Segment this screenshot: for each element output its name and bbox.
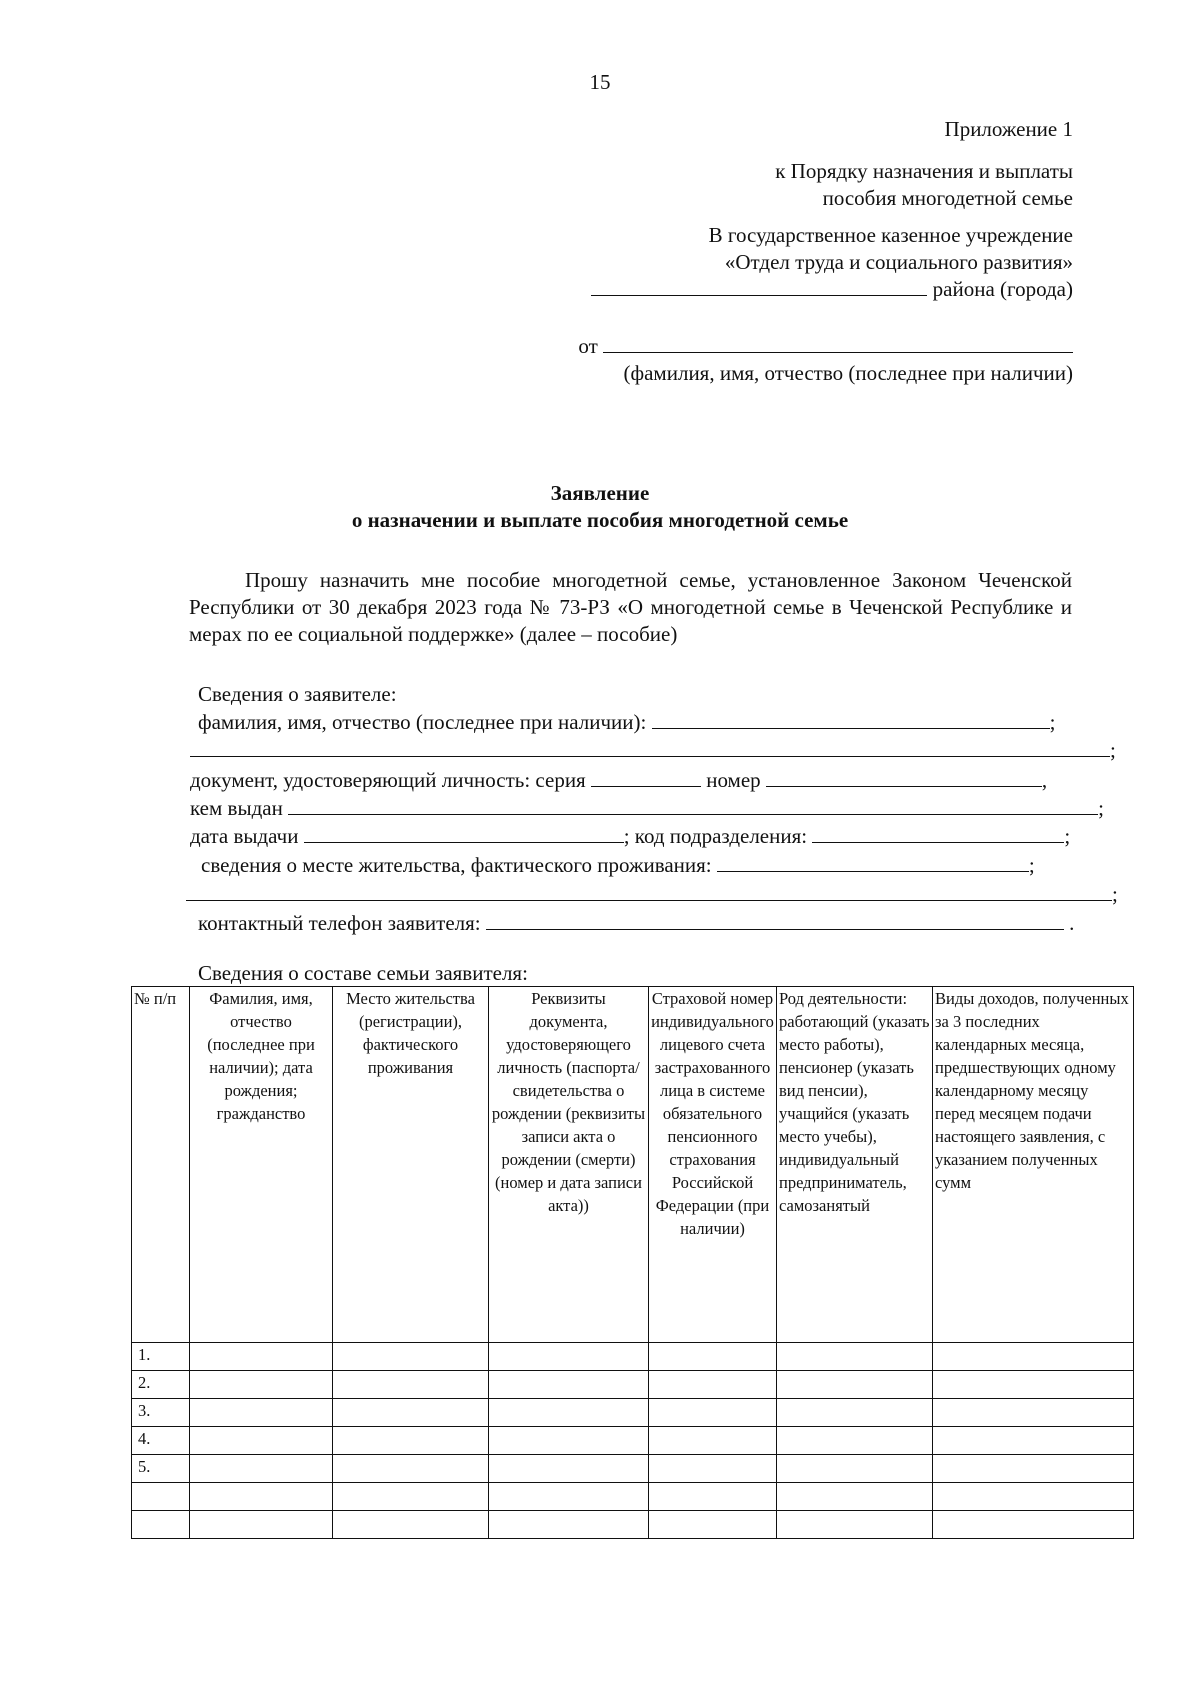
table-cell[interactable] (333, 1511, 489, 1539)
document-row (190, 767, 1047, 794)
row-number: 2. (132, 1371, 190, 1399)
table-cell[interactable] (190, 1483, 333, 1511)
issue-date-row (190, 823, 1070, 850)
addressee-line-2: «Отдел труда и социального развития» (724, 250, 1073, 274)
district-suffix: района (города) (932, 277, 1073, 301)
issue-date-field[interactable] (304, 824, 624, 843)
residence-row (201, 852, 1035, 879)
division-code-field[interactable] (812, 824, 1064, 843)
division-code-label: ; код подразделения: (623, 824, 808, 848)
column-header-number: № п/п (132, 987, 190, 1343)
table-cell[interactable] (933, 1399, 1134, 1427)
table-cell[interactable] (649, 1455, 777, 1483)
table-cell[interactable] (777, 1483, 933, 1511)
column-header-income: Виды доходов, полученных за 3 последних календарных месяца, предшествующих одному календарному месяцу перед месяцем подачи настоящего заявления, с указанием полученных сумм (933, 987, 1134, 1343)
table-cell[interactable] (933, 1371, 1134, 1399)
phone-field[interactable] (486, 911, 1064, 930)
row-number: 4. (132, 1427, 190, 1455)
table-cell[interactable] (190, 1427, 333, 1455)
table-cell[interactable] (333, 1399, 489, 1427)
semicolon: ; (1098, 796, 1104, 820)
table-cell[interactable] (190, 1371, 333, 1399)
table-cell[interactable] (777, 1343, 933, 1371)
order-line-1: к Порядку назначения и выплаты (775, 159, 1073, 183)
table-cell[interactable] (649, 1343, 777, 1371)
column-header-snils: Страховой номер индивидуального лицевого счета застрахованного лица в системе обязательного пенсионного страхования Российской Федерации (при наличии) (649, 987, 777, 1343)
table-cell[interactable] (933, 1427, 1134, 1455)
page-number: 15 (589, 70, 611, 94)
period: . (1069, 911, 1075, 935)
table-cell[interactable] (333, 1455, 489, 1483)
document-title (0, 480, 1200, 534)
table-cell[interactable] (333, 1371, 489, 1399)
issue-date-label: дата выдачи (190, 824, 299, 848)
table-cell[interactable] (649, 1483, 777, 1511)
table-cell[interactable] (489, 1455, 649, 1483)
document-number-field[interactable] (766, 768, 1042, 787)
table-row (132, 1483, 1134, 1511)
issued-by-field[interactable] (288, 796, 1098, 815)
applicant-name-continuation-field[interactable] (190, 738, 1110, 757)
issued-by-row (190, 795, 1104, 822)
residence-continuation-field[interactable] (186, 882, 1112, 901)
phone-label: контактный телефон заявителя: (198, 911, 481, 935)
table-row (132, 1399, 1134, 1427)
column-header-document: Реквизиты документа, удостоверяющего личность (паспорта/свидетельства о рождении (реквизиты записи акта о рождении (смерти) (номер и дата записи акта)) (489, 987, 649, 1343)
table-cell[interactable] (190, 1343, 333, 1371)
table-cell[interactable] (489, 1371, 649, 1399)
residence-field[interactable] (717, 853, 1029, 872)
table-cell[interactable] (489, 1427, 649, 1455)
order-reference (775, 158, 1073, 212)
from-prefix: от (578, 334, 598, 358)
table-cell[interactable] (190, 1511, 333, 1539)
document-label: документ, удостоверяющий личность: серия (190, 768, 586, 792)
family-heading: Сведения о составе семьи заявителя: (198, 961, 528, 985)
applicant-name-field[interactable] (652, 710, 1050, 729)
column-header-residence: Место жительства (регистрации), фактического проживания (333, 987, 489, 1343)
semicolon: ; (1028, 853, 1035, 877)
table-cell[interactable] (190, 1399, 333, 1427)
applicant-name-fill-line[interactable] (603, 334, 1073, 353)
table-cell[interactable] (933, 1455, 1134, 1483)
addressee-line-1: В государственное казенное учреждение (708, 223, 1073, 247)
document-series-field[interactable] (591, 768, 701, 787)
title-line-2: о назначении и выплате пособия многодетной семье (351, 508, 849, 532)
table-cell[interactable] (777, 1427, 933, 1455)
table-cell[interactable] (333, 1427, 489, 1455)
table-cell[interactable] (777, 1455, 933, 1483)
family-composition-table (131, 986, 1134, 1539)
semicolon: ; (1049, 710, 1056, 734)
table-row (132, 1371, 1134, 1399)
semicolon: ; (1110, 738, 1116, 762)
table-cell[interactable] (649, 1371, 777, 1399)
applicant-name-row (198, 709, 1055, 736)
from-block (578, 333, 1073, 387)
from-line (578, 333, 1073, 360)
district-fill-line[interactable] (591, 277, 927, 296)
document-number-label: номер (706, 768, 761, 792)
table-cell[interactable] (649, 1399, 777, 1427)
semicolon: ; (1064, 824, 1071, 848)
table-cell[interactable] (489, 1399, 649, 1427)
comma: , (1041, 768, 1048, 792)
applicant-name-label: фамилия, имя, отчество (последнее при наличии): (198, 710, 647, 734)
table-cell[interactable] (649, 1511, 777, 1539)
residence-label: сведения о месте жительства, фактического проживания: (201, 853, 712, 877)
table-cell[interactable] (777, 1399, 933, 1427)
table-cell[interactable] (933, 1343, 1134, 1371)
phone-row (198, 910, 1074, 937)
row-number (132, 1483, 190, 1511)
row-number (132, 1511, 190, 1539)
table-cell[interactable] (489, 1483, 649, 1511)
table-header-row (132, 987, 1134, 1343)
table-cell[interactable] (933, 1483, 1134, 1511)
from-caption: (фамилия, имя, отчество (последнее при наличии) (623, 361, 1073, 385)
table-cell[interactable] (190, 1455, 333, 1483)
table-cell[interactable] (489, 1511, 649, 1539)
row-number: 3. (132, 1399, 190, 1427)
addressee (591, 222, 1073, 303)
row-number: 1. (132, 1343, 190, 1371)
residence-continuation-row (186, 881, 1118, 908)
applicant-heading: Сведения о заявителе: (198, 682, 397, 706)
table-row (132, 1511, 1134, 1539)
addressee-line-3 (591, 276, 1073, 303)
applicant-name-continuation-row (190, 737, 1116, 764)
table-row (132, 1427, 1134, 1455)
issued-by-label: кем выдан (190, 796, 283, 820)
title-line-1: Заявление (550, 481, 650, 505)
table-cell[interactable] (933, 1511, 1134, 1539)
table-row (132, 1343, 1134, 1371)
order-line-2: пособия многодетной семье (822, 186, 1073, 210)
appendix-label: Приложение 1 (944, 117, 1073, 141)
table-cell[interactable] (777, 1511, 933, 1539)
column-header-occupation: Род деятельности: работающий (указать место работы), пенсионер (указать вид пенсии), учащийся (указать место учебы), индивидуальный предприниматель, самозанятый (777, 987, 933, 1343)
column-header-name: Фамилия, имя, отчество (последнее при наличии); дата рождения; гражданство (190, 987, 333, 1343)
table-cell[interactable] (333, 1483, 489, 1511)
table-row (132, 1455, 1134, 1483)
table-cell[interactable] (777, 1371, 933, 1399)
table-cell[interactable] (489, 1343, 649, 1371)
semicolon: ; (1112, 882, 1118, 906)
intro-paragraph: Прошу назначить мне пособие многодетной семье, установленное Законом Чеченской Республики от 30 декабря 2023 года № 73-РЗ «О многодетной семье в Чеченской Республике и мерах по ее социальной поддержке» (далее – пособие) (189, 568, 1072, 646)
row-number: 5. (132, 1455, 190, 1483)
table-cell[interactable] (333, 1343, 489, 1371)
table-cell[interactable] (649, 1427, 777, 1455)
